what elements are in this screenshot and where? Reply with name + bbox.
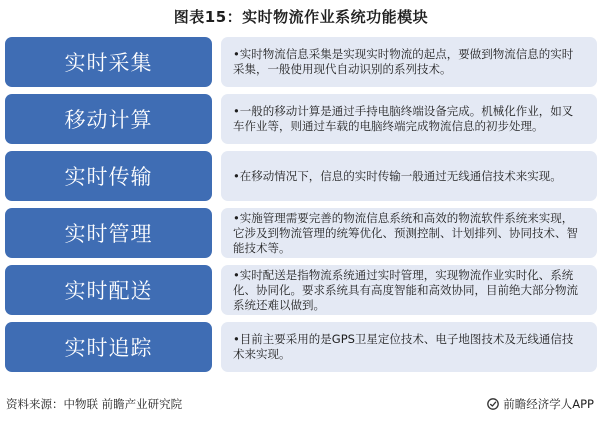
- page-title: 图表15：实时物流作业系统功能模块: [173, 8, 429, 26]
- module-description: •实施管理需要完善的物流信息系统和高效的物流软件系统来实现，它涉及到物流管理的统筹优化、预测控制、计划排列、协同技术、智能技术等。: [233, 210, 578, 255]
- module-description: •一般的移动计算是通过手持电脑终端设备完成。机械化作业，如叉车作业等，则通过车载的电脑终端完成物流信息的初步处理。: [233, 104, 574, 133]
- source-note: 资料来源：中物联 前瞻产业研究院: [6, 397, 183, 411]
- module-description-box: [221, 322, 597, 372]
- module-label: 实时传输: [5, 151, 212, 201]
- module-description-box: [221, 37, 597, 87]
- module-label: 实时采集: [5, 37, 212, 87]
- module-description-box: [221, 265, 597, 315]
- module-label: 移动计算: [5, 94, 212, 144]
- module-row-tracking: [5, 322, 597, 372]
- module-description-box: [221, 208, 597, 258]
- module-row-collection: [5, 37, 597, 87]
- module-description: •实时物流信息采集是实现实时物流的起点，要做到物流信息的实时采集，一般使用现代自动识别的系列技术。: [233, 47, 574, 76]
- module-row-mobile-computing: [5, 94, 597, 144]
- module-row-delivery: [5, 265, 597, 315]
- module-label: 实时管理: [5, 208, 212, 258]
- module-description-box: [221, 94, 597, 144]
- module-label: 实时配送: [5, 265, 212, 315]
- module-description-box: [221, 151, 597, 201]
- module-row-management: [5, 208, 597, 258]
- qianzhan-logo-icon: [487, 398, 499, 410]
- module-label: 实时追踪: [5, 322, 212, 372]
- module-description: •在移动情况下，信息的实时传输一般通过无线通信技术来实现。: [233, 168, 562, 183]
- function-module-list: [5, 37, 597, 372]
- brand-credit: [487, 396, 594, 412]
- footer: [6, 396, 596, 414]
- module-description: •目前主要采用的是GPS卫星定位技术、电子地图技术及无线通信技术来实现。: [233, 332, 574, 361]
- brand-name: 前瞻经济学人APP: [503, 397, 594, 411]
- module-row-transmission: [5, 151, 597, 201]
- module-description: •实时配送是指物流系统通过实时管理，实现物流作业实时化、系统化、协同化。要求系统具有高度智能和高效协同，目前绝大部分物流系统还难以做到。: [233, 267, 578, 312]
